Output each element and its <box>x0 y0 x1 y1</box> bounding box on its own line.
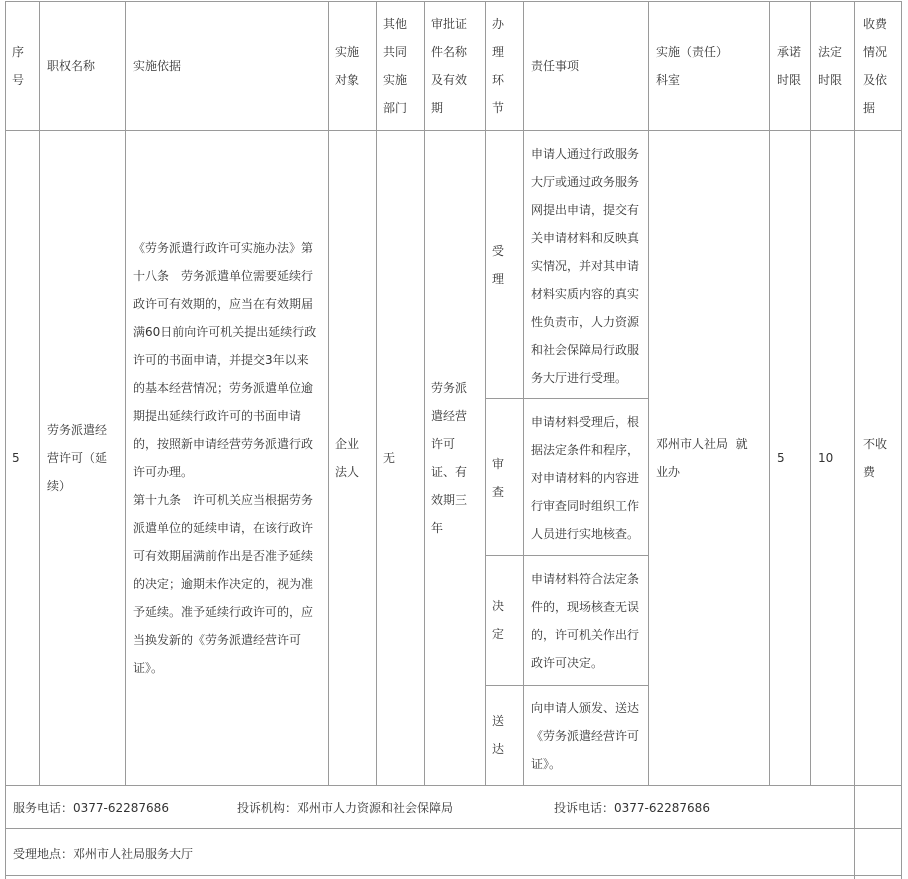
cell-other-dept: 无 <box>383 451 396 465</box>
header-target: 实施 对象 <box>335 45 360 87</box>
header-seq: 序 号 <box>12 45 25 87</box>
header-duty: 责任事项 <box>531 59 580 73</box>
cell-target: 企业 法人 <box>335 437 360 479</box>
col-divider-10 <box>810 1 811 786</box>
duty-decide: 申请材料符合法定条 件的，现场核查无误 的，许可机关作出行 政许可决定。 <box>531 572 640 670</box>
step-divider-3 <box>485 685 648 686</box>
col-divider-4 <box>376 1 377 786</box>
header-legal: 法定 时限 <box>818 45 843 87</box>
table-border-top <box>5 1 902 2</box>
footer-complaint-phone: 投诉电话：0377-62287686 <box>554 801 710 815</box>
col-divider-11 <box>854 1 855 879</box>
header-office: 实施（责任） 科室 <box>656 45 729 87</box>
header-promise: 承诺 时限 <box>777 45 802 87</box>
footer-location: 受理地点：邓州市人社局服务大厅 <box>13 847 194 861</box>
step-deliver: 送 达 <box>492 714 505 756</box>
col-divider-3 <box>328 1 329 786</box>
col-divider-5 <box>424 1 425 786</box>
cell-cert: 劳务派 遣经营 许可 证、有 效期三 年 <box>431 381 468 535</box>
header-cert: 审批证 件名称 及有效 期 <box>431 17 468 115</box>
header-other-dept: 其他 共同 实施 部门 <box>383 17 408 115</box>
duty-accept: 申请人通过行政服务 大厅或通过政务服务 网提出申请，提交有 关申请材料和反映真 实情况，并对其申请 材料实质内容的真实 性负责市，人力资源 和社会保障局行政服 务大厅进行受理。 <box>531 147 640 385</box>
cell-promise: 5 <box>777 451 785 465</box>
col-divider-8 <box>648 1 649 786</box>
header-name: 职权名称 <box>47 59 96 73</box>
step-divider-2 <box>485 555 648 556</box>
duty-review: 申请材料受理后，根 据法定条件和程序， 对申请材料的内容进 行审查同时组织工作 人员进行实地核查。 <box>531 415 640 541</box>
header-fee: 收费 情况 及依 据 <box>863 17 888 115</box>
table-header-divider <box>5 130 902 131</box>
col-divider-7 <box>523 1 524 786</box>
col-divider-2 <box>125 1 126 786</box>
cell-basis: 《劳务派遣行政许可实施办法》第 十八条 劳务派遣单位需要延续行 政许可有效期的，应当在有效期届 满60日前向许可机关提出延续行政 许可的书面申请，并提交3年以来 的基本经营情况；劳务派遣单位逾 期提出延续行政许可的书面申请 的，按照新申请经营劳务派遣行政 许可办理。 第十九条 许可机关应当根据劳务 派遣单位的延续申请，在该行政许 可有效期届满前作出是否准予延续 的决定；逾期未作决定的，视为准 予延续。准予延续行政许可的，应 当换发新的《劳务派遣经营许可 证》。 <box>133 241 317 675</box>
col-divider-9 <box>769 1 770 786</box>
header-basis: 实施依据 <box>133 59 182 73</box>
cell-legal: 10 <box>818 451 834 465</box>
col-border-left <box>5 1 6 879</box>
header-step: 办 理 环 节 <box>492 17 505 115</box>
footer-divider <box>5 828 902 829</box>
step-divider-1 <box>485 398 648 399</box>
cell-seq: 5 <box>12 451 20 465</box>
step-decide: 决 定 <box>492 599 505 641</box>
table-row-bottom <box>5 785 902 786</box>
cell-office: 邓州市人社局 就 业办 <box>656 437 748 479</box>
footer-complaint-org: 投诉机构：邓州市人力资源和社会保障局 <box>237 801 454 815</box>
footer-divider-2 <box>5 875 902 876</box>
step-accept: 受 理 <box>492 244 505 286</box>
col-divider-1 <box>39 1 40 786</box>
col-border-right <box>901 1 902 879</box>
cell-name: 劳务派遣经 营许可（延 续） <box>47 423 108 493</box>
cell-fee: 不收 费 <box>863 437 888 479</box>
duty-deliver: 向申请人颁发、送达 《劳务派遣经营许可 证》。 <box>531 701 640 771</box>
footer-service-phone: 服务电话：0377-62287686 <box>13 801 169 815</box>
col-divider-6 <box>485 1 486 786</box>
step-review: 审 查 <box>492 457 505 499</box>
